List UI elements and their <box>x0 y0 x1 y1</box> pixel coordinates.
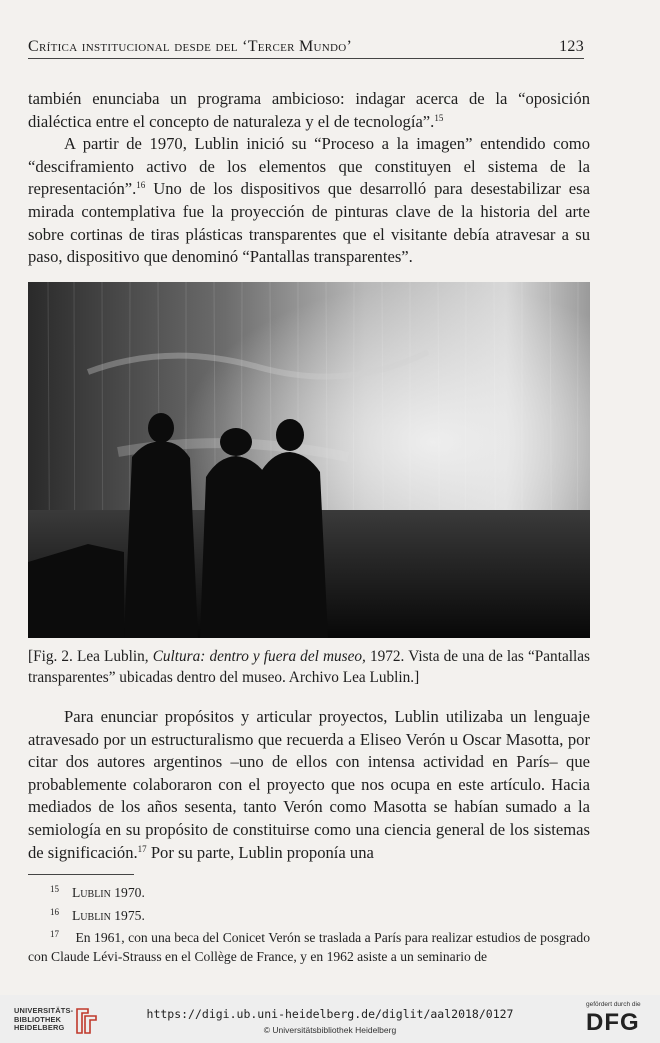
footnote-16 <box>28 903 590 926</box>
figure-image <box>28 282 590 638</box>
footnotes <box>28 880 590 966</box>
footnote-divider <box>28 874 134 875</box>
paragraph-1b <box>28 133 590 269</box>
library-name-line-3: HEIDELBERG <box>14 1023 65 1033</box>
library-name-line-2: BIBLIOTHEK <box>14 1014 62 1024</box>
footnote-number: 15 <box>50 884 59 894</box>
paragraph-2-text-1: Para enunciar propósitos y articular proyectos, Lublin utilizaba un lenguaje atravesado por un estructuralismo que recuerda a Eliseo Verón u Oscar Masotta, por citar dos autores argentinos –uno de ellos con intensa actividad en París– que probablemente colaboraron con el proyecto que nos ocupa en este artículo. Hacia mediados de los años sesenta, tanto Verón como Masotta se habían sumado a la semiología en su propósito de constituirse como una ciencia general de los sistemas de significación. <box>28 707 590 862</box>
footnote-15 <box>28 880 590 903</box>
footnote-author: Lublin <box>72 907 111 923</box>
paragraph-1 <box>28 88 590 269</box>
paragraph-2-text <box>28 706 590 864</box>
copyright-notice: © Universitätsbibliothek Heidelberg <box>263 1025 397 1035</box>
footnote-text: 1975. <box>110 907 145 923</box>
dfg-wordmark: DFG <box>586 1009 640 1036</box>
caption-rest: 1972. Vista de una de las “Pantallas transparentes” ubicadas dentro del museo. Archivo Lea Lublin.] <box>28 648 590 686</box>
footnote-text: En 1961, con una beca del Conicet Verón se traslada a París para realizar estudios de posgrado con Claude Lévi-Strauss en el Collège de France, y en 1962 asiste a un seminario de <box>28 930 590 964</box>
footnote-number: 17 <box>50 929 59 940</box>
figure-caption <box>28 647 590 688</box>
dfg-logo[interactable] <box>586 1001 650 1039</box>
paragraph-2 <box>28 706 590 864</box>
footnote-ref-17[interactable]: 17 <box>137 843 147 854</box>
figure-photo <box>28 282 590 638</box>
paragraph-1-continuation <box>28 88 590 133</box>
paragraph-2-text-2: Por su parte, Lublin proponía una <box>146 842 374 862</box>
running-title: Crítica institucional desde del ‘Tercer Mundo’ <box>28 38 353 55</box>
dfg-funding-note: gefördert durch die <box>586 1001 641 1008</box>
caption-prefix: [Fig. 2. Lea Lublin, <box>28 648 153 665</box>
footnote-ref-16[interactable]: 16 <box>136 180 146 191</box>
footnote-author: Lublin <box>72 885 111 900</box>
library-name-line-1: UNIVERSITÄTS- <box>14 1006 74 1015</box>
footnote-17 <box>28 925 590 966</box>
digitization-footer <box>0 995 660 1043</box>
footnote-number: 16 <box>50 906 59 917</box>
caption-artwork-title: Cultura: dentro y fuera del museo, <box>152 648 366 665</box>
footnote-ref-15[interactable]: 15 <box>434 112 444 123</box>
paragraph-1b-text-2: Uno de los dispositivos que desarrolló para desestabilizar esa mirada contemplativa fue la proyección de pinturas clave de la historia del arte sobre cortinas de tiras plásticas transparentes que el visitante debía atravesar a su paso, dispositivo que denominó “Pantallas transparentes”. <box>28 179 590 267</box>
paragraph-1-text: también enunciaba un programa ambicioso: indagar acerca de la “oposición dialéctica entre el concepto de naturaleza y el de tecnología”. <box>28 89 590 131</box>
page-number: 123 <box>559 38 584 55</box>
running-head <box>28 38 584 59</box>
footnote-text: 1970. <box>110 885 145 900</box>
paragraph-1b-text-1: A partir de 1970, Lublin inició su “Proceso a la imagen” entendido como “desciframiento activo de los elementos que constituyen el sistema de la representación”. <box>28 134 590 199</box>
source-url-link[interactable]: https://digi.ub.uni-heidelberg.de/diglit/aal2018/0127 <box>146 1007 514 1021</box>
